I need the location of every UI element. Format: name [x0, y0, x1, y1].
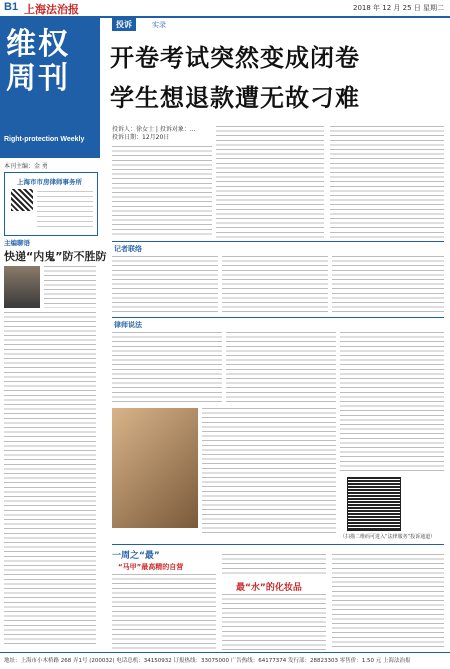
author-photo [4, 266, 40, 308]
pull-headline: 最“水”的化妆品 [236, 583, 302, 593]
law-firm-ad [4, 172, 98, 236]
footer: 地址：上海市小木桥路 268 弄1号 (200032) 电话总机：34150932 订报热线：33075000 广告热线：64177374 发行部：28823303 零售价：1.50 元 上海法治报 [0, 652, 450, 669]
column-headline: 快递“内鬼”防不胜防 [4, 250, 107, 263]
article-col-3 [330, 126, 444, 238]
lower-col-3 [332, 554, 444, 650]
byline-1: 投诉人：徐女士 | 投诉对象：... [112, 126, 196, 133]
headline-line2: 学生想退款遭无故刁难 [110, 84, 360, 112]
lawyer-col-2 [226, 332, 336, 402]
divider-3 [112, 544, 444, 545]
section-title [6, 28, 70, 96]
reporter-col-3 [332, 256, 444, 314]
lawyer-col-2b [202, 408, 336, 536]
section-lawyer: 律师说法 [114, 321, 142, 329]
reporter-col-1 [112, 256, 218, 314]
page-code: B1 [4, 1, 19, 13]
lawyer-col-3 [340, 332, 444, 472]
section-reporter: 记者联络 [114, 245, 142, 253]
section-title-line1: 维权 [6, 27, 70, 62]
qr-code-icon [348, 478, 400, 530]
lower-col-2b [222, 594, 326, 650]
section-title-box [0, 18, 100, 158]
ad-text [37, 191, 93, 229]
date-line: 2018 年 12 月 25 日 星期二 [353, 4, 444, 12]
tag-badge: 投诉 [112, 18, 136, 31]
ad-title: 上海市市房律师事务所 [17, 178, 82, 186]
reporter-col-2 [222, 256, 328, 314]
qr-caption: （扫描二维码可进入“法律服务”投诉通道） [340, 534, 436, 540]
sub-headline-1: “马甲”最高精的自营 [118, 563, 184, 571]
byline [112, 126, 196, 142]
qr-code-icon [11, 189, 33, 211]
divider-1 [112, 241, 444, 242]
article-col-1 [112, 146, 212, 238]
divider-2 [112, 317, 444, 318]
paper-name: 上海法治报 [24, 3, 79, 16]
lower-col-2a [222, 554, 326, 576]
column-text-1 [44, 266, 96, 308]
column-text-2 [4, 312, 96, 648]
main-headline [110, 38, 360, 118]
section-title-en: Right-protection Weekly [4, 136, 85, 143]
lawyer-col-1 [112, 332, 222, 402]
headline-line1: 开卷考试突然变成闭卷 [110, 44, 360, 72]
lower-col-1 [112, 574, 216, 650]
tag-sub: 实录 [152, 21, 166, 29]
column-label: 主编聊语 [4, 239, 30, 247]
section-title-line2: 周刊 [6, 61, 70, 96]
byline-2: 投诉日期：12月20日 [112, 134, 170, 141]
article-photo [112, 408, 198, 528]
article-col-2 [216, 126, 324, 238]
weekly-banner: 一周之“最” [112, 551, 160, 561]
editor-line: 本刊主编：金 勇 [4, 163, 48, 170]
